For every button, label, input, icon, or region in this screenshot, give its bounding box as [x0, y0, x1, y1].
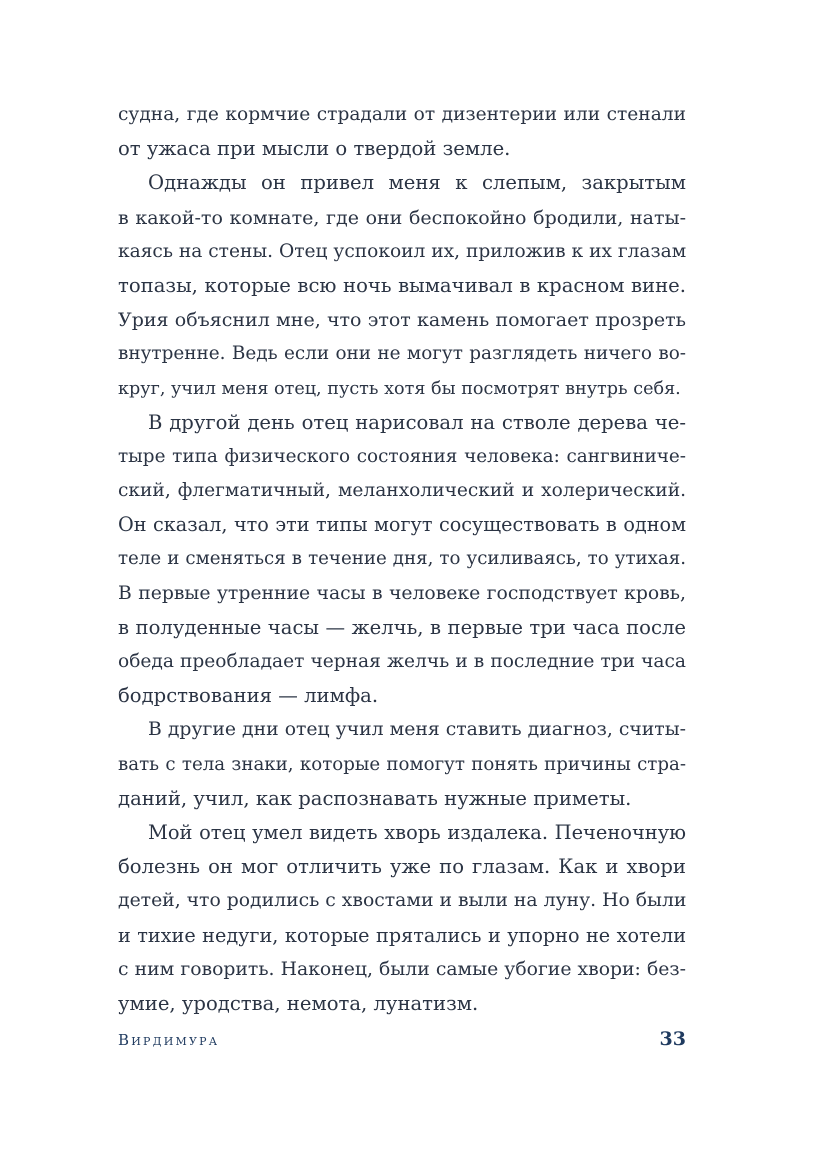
text-line: Мой отец умел видеть хворь издалека. Печеночную: [148, 820, 686, 844]
text-line: ский, флегматичный, меланхолический и холерический.: [118, 480, 686, 502]
page-footer: [118, 1026, 686, 1058]
text-line: умие, уродства, немота, лунатизм.: [118, 991, 479, 1015]
text-line: Он сказал, что эти типы могут сосуществовать в одном: [118, 513, 686, 537]
text-line: вать с тела знаки, которые помогут понять причины стра-: [118, 753, 686, 775]
text-line: Урия объяснил мне, что этот камень помогает прозреть: [118, 309, 686, 332]
text-line: с ним говорить. Наконец, были самые убогие хвори: без-: [118, 958, 686, 980]
running-title: Вирдимура: [118, 1031, 220, 1049]
text-line: детей, что родились с хвостами и выли на луну. Но были: [118, 890, 686, 912]
text-line: в полуденные часы — желчь, в первые три часа после: [118, 615, 686, 639]
text-line: В первые утренние часы в человеке господствует кровь,: [118, 582, 686, 604]
body-text: [118, 98, 686, 1021]
text-line: топазы, которые всю ночь вымачивал в красном вине.: [118, 273, 686, 297]
text-line: и тихие недуги, которые прятались и упорно не хотели: [118, 923, 686, 947]
page-number: 33: [659, 1028, 686, 1050]
text-line: даний, учил, как распознавать нужные приметы.: [118, 786, 632, 810]
text-line: в какой-то комнате, где они беспокойно бродили, наты-: [118, 206, 686, 229]
text-line: каясь на стены. Отец успокоил их, приложив к их глазам: [118, 240, 686, 262]
text-line: от ужаса при мысли о твердой земле.: [118, 137, 511, 161]
text-line: судна, где кормчие страдали от дизентерии или стенали: [118, 104, 686, 125]
text-line: бодрствования — лимфа.: [118, 684, 379, 708]
text-line: В другой день отец нарисовал на стволе дерева че-: [148, 410, 686, 434]
text-line: внутренне. Ведь если они не могут разглядеть ничего во-: [118, 343, 686, 365]
text-line: тыре типа физического состояния человека: сангвиниче-: [118, 445, 686, 467]
text-line: теле и сменяться в течение дня, то усиливаясь, то утихая.: [118, 548, 686, 570]
text-line: болезнь он мог отличить уже по глазам. Как и хвори: [118, 855, 686, 879]
text-line: круг, учил меня отец, пусть хотя бы посмотрят внутрь себя.: [118, 378, 681, 399]
text-line: обеда преобладает черная желчь и в последние три часа: [118, 651, 686, 672]
text-line: В другие дни отец учил меня ставить диагноз, считы-: [148, 719, 686, 741]
text-line: Однажды он привел меня к слепым, закрытым: [148, 171, 686, 195]
